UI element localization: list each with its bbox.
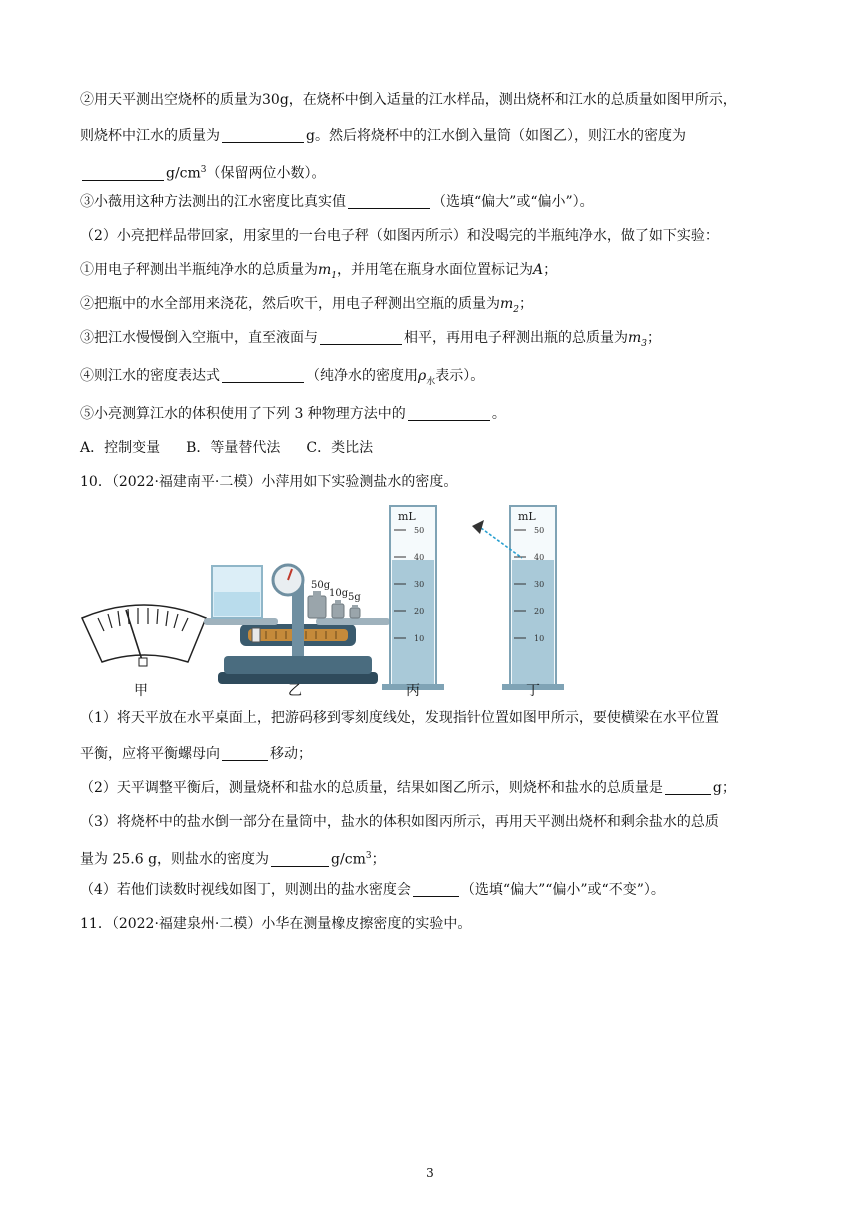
answer-blank [222, 368, 304, 383]
q9-s2-step2: ②把瓶中的水全部用来浇花，然后吹干，用电子秤测出空瓶的质量为$m_2$； [80, 296, 534, 315]
weight-5g-label: 5g [348, 592, 361, 603]
q10-illustration [76, 496, 616, 702]
q9-section2-intro: （2）小亮把样品带回家，用家里的一台电子秤（如图丙所示）和没喝完的半瓶纯净水，做了如下实验： [80, 228, 719, 244]
q9-s2-step5: ⑤小亮测算江水的体积使用了下列 3 种物理方法中的 。 [80, 406, 506, 422]
svg-text:40: 40 [414, 553, 425, 562]
q9-options [80, 438, 780, 458]
svg-text:50: 50 [534, 526, 545, 535]
caption-jia: 甲 [134, 683, 148, 699]
answer-blank [222, 746, 268, 761]
answer-blank [222, 128, 304, 143]
answer-blank [665, 780, 711, 795]
svg-text:10: 10 [534, 634, 545, 643]
q10-part1-line2: 平衡，应将平衡螺母向 移动； [80, 746, 312, 762]
q10-part4: （4）若他们读数时视线如图丁，则测出的盐水密度会 （选填“偏大”“偏小”或“不变”）。 [80, 882, 665, 898]
q9-step2-line1: ②用天平测出空烧杯的质量为30g，在烧杯中倒入适量的江水样品，测出烧杯和江水的总质量如图甲所示， [80, 92, 737, 108]
svg-text:50: 50 [414, 526, 425, 535]
q10-part3-line2: 量为 25.6 g，则盐水的密度为 $g/cm^3$； [80, 851, 386, 868]
q10-part2: （2）天平调整平衡后，测量烧杯和盐水的总质量，结果如图乙所示，则烧杯和盐水的总质量是 g； [80, 780, 736, 796]
svg-text:mL: mL [518, 510, 536, 523]
answer-blank [320, 330, 402, 345]
page-number: 3 [426, 1166, 434, 1180]
cylinder-figure-ding [472, 506, 564, 690]
q9-s2-step3: ③把江水慢慢倒入空瓶中，直至液面与 相平，再用电子秤测出瓶的总质量为$m_3$； [80, 330, 662, 349]
svg-text:30: 30 [414, 580, 425, 589]
balance-figure-yi [204, 565, 390, 684]
cylinder-unit-label: mL [398, 510, 416, 523]
q9-step3: ③小薇用这种方法测出的江水密度比真实值 （选填“偏大”或“偏小”）。 [80, 194, 594, 210]
option-b: B．等量替代法 [186, 440, 281, 456]
weight-10g-label: 10g [329, 588, 349, 599]
q10-part3-line1: （3）将烧杯中的盐水倒一部分在量筒中，盐水的体积如图丙所示，再用天平测出烧杯和剩余盐水的总质 [80, 814, 719, 830]
q9-step2-line3: $g/cm^3$（保留两位小数）。 [80, 160, 780, 184]
answer-blank [413, 882, 459, 897]
caption-bing: 丙 [406, 683, 420, 699]
eye-icon [472, 520, 484, 534]
weight-50g-label: 50g [311, 580, 331, 591]
option-c: C．类比法 [306, 440, 374, 456]
q9-step2-line2: 则烧杯中江水的质量为 g。然后将烧杯中的江水倒入量筒（如图乙），则江水的密度为 [80, 128, 686, 144]
dial-figure-jia [82, 605, 206, 666]
caption-ding: 丁 [526, 683, 540, 699]
svg-text:40: 40 [534, 553, 545, 562]
q10-title: 10．（2022·福建南平·二模）小萍用如下实验测盐水的密度。 [80, 474, 458, 490]
answer-blank [82, 166, 164, 181]
cylinder-figure-bing [382, 506, 444, 690]
caption-yi: 乙 [288, 683, 302, 699]
q9-s2-step4: ④则江水的密度表达式 （纯净水的密度用$\rho_水$表示）。 [80, 368, 485, 387]
q11-title: 11．（2022·福建泉州·二模）小华在测量橡皮擦密度的实验中。 [80, 916, 472, 932]
svg-text:10: 10 [414, 634, 425, 643]
svg-text:20: 20 [414, 607, 425, 616]
q10-figure [76, 496, 616, 702]
answer-blank [271, 852, 329, 867]
q10-part1-line1: （1）将天平放在水平桌面上，把游码移到零刻度线处，发现指针位置如图甲所示，要使横梁在水平位置 [80, 710, 719, 726]
svg-text:30: 30 [534, 580, 545, 589]
option-a: A．控制变量 [80, 440, 161, 456]
answer-blank [348, 194, 430, 209]
answer-blank [408, 406, 490, 421]
q9-s2-step1: ①用电子秤测出半瓶纯净水的总质量为$m_1$，并用笔在瓶身水面位置标记为A； [80, 262, 558, 281]
svg-text:20: 20 [534, 607, 545, 616]
